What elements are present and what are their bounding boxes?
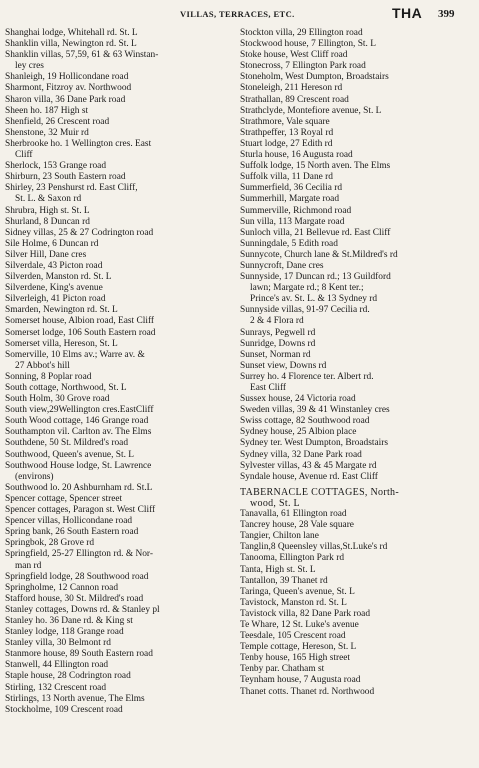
- directory-entry: [5, 627, 233, 638]
- entry-line: Spencer cottage, Spencer street: [5, 493, 123, 504]
- entry-line: Stanley villa, 30 Belmont rd: [5, 638, 111, 649]
- directory-entry: [240, 553, 474, 564]
- entry-line: Tavistock, Manston rd. St. L: [240, 597, 347, 608]
- directory-entry: [5, 50, 233, 72]
- entry-line: Shanghai lodge, Whitehall rd. St. L: [5, 28, 138, 38]
- entry-line: Teynham house, 7 Augusta road: [240, 675, 361, 686]
- entry-line: Tanta, High st. St. L: [240, 564, 316, 575]
- directory-entry: [5, 339, 233, 350]
- entry-line: Shanklin villas, 57,59, 61 & 63 Winstan-: [5, 50, 159, 61]
- directory-entry: [240, 609, 474, 620]
- directory-entry: [5, 316, 233, 327]
- directory-entry: [240, 520, 474, 531]
- entry-line: Tenby par. Chatham st: [240, 664, 325, 675]
- entry-line: Silverden, Manston rd. St. L: [5, 272, 112, 283]
- entry-continuation: ley cres: [15, 61, 44, 72]
- entry-line: Sherlock, 153 Grange road: [5, 161, 107, 172]
- entry-line: Tancrey house, 28 Vale square: [240, 520, 354, 531]
- entry-line: Shrubra, High st. St. L: [5, 205, 90, 216]
- entry-line: Springbok, 28 Grove rd: [5, 538, 95, 549]
- directory-entry: [5, 128, 233, 139]
- directory-entry: [240, 117, 474, 128]
- directory-entry: [5, 516, 233, 527]
- entry-line: Te Whare, 12 St. Luke's avenue: [240, 619, 359, 630]
- entry-line: Strathclyde, Montefiore avenue, St. L: [240, 105, 382, 116]
- entry-line: Teesdale, 105 Crescent road: [240, 631, 346, 642]
- entry-line: Tantallon, 39 Thanet rd: [240, 575, 328, 586]
- left-column: [5, 28, 233, 764]
- entry-line: Stockwood house, 7 Ellington, St. L: [240, 39, 376, 50]
- entry-line: Summerfield, 36 Cecilia rd: [240, 183, 343, 194]
- directory-entry: [240, 250, 474, 261]
- entry-line: Sharon villa, 36 Dane Park road: [5, 94, 126, 105]
- entry-line: Sunningdale, 5 Edith road: [240, 238, 338, 249]
- entry-line: Shurland, 8 Duncan rd: [5, 216, 90, 227]
- directory-entry: [240, 272, 474, 305]
- entry-line: Stanwell, 44 Ellington road: [5, 660, 109, 671]
- directory-entry: [240, 620, 474, 631]
- directory-entry: [5, 228, 233, 239]
- directory-entry: [5, 616, 233, 627]
- directory-entry: [240, 83, 474, 94]
- page-number: 399: [438, 8, 455, 20]
- entry-line: South cottage, Northwood, St. L: [5, 383, 127, 393]
- entry-continuation: Cliff: [15, 150, 33, 161]
- directory-entry: [5, 549, 233, 571]
- directory-entry: [5, 294, 233, 305]
- directory-entry: [240, 206, 474, 217]
- directory-entry: [5, 538, 233, 549]
- directory-entry: [5, 594, 233, 605]
- entry-line: Springfield, 25-27 Ellington rd. & Nor-: [5, 549, 153, 560]
- directory-entry: [5, 450, 233, 461]
- directory-entry: [5, 239, 233, 250]
- entry-line: Somerville, 10 Elms av.; Warre av. &: [5, 349, 145, 360]
- entry-line: Sharmont, Fitzroy av. Northwood: [5, 83, 132, 94]
- directory-entry: [5, 172, 233, 183]
- entry-line: Tavistock villa, 82 Dane Park road: [240, 608, 371, 619]
- entry-line: Spencer villas, Hollicondane road: [5, 516, 133, 527]
- directory-entry: [5, 261, 233, 272]
- directory-entry: [240, 228, 474, 239]
- index-letters: THA: [392, 5, 423, 21]
- directory-entry: [240, 183, 474, 194]
- directory-entry: [240, 372, 474, 394]
- directory-entry: [240, 576, 474, 587]
- directory-entry: [240, 631, 474, 642]
- directory-entry: [240, 61, 474, 72]
- directory-entry: [240, 150, 474, 161]
- entry-line: Stockton villa, 29 Ellington road: [240, 28, 363, 38]
- entry-line: Sidney villas, 25 & 27 Codrington road: [5, 227, 154, 238]
- directory-entry: [5, 483, 233, 494]
- entry-line: Silverdale, 43 Picton road: [5, 260, 103, 271]
- directory-entry: [240, 405, 474, 416]
- directory-entry: [5, 372, 233, 383]
- entry-line: Sussex house, 24 Victoria road: [240, 394, 356, 405]
- directory-entry: [5, 250, 233, 261]
- entry-line: Southwood House lodge, St. Lawrence: [5, 460, 152, 471]
- directory-entry: [240, 217, 474, 228]
- entry-continuation: (environs): [15, 471, 54, 482]
- entry-line: Thanet cotts. Thanet rd. Northwood: [240, 686, 375, 697]
- directory-entry: [5, 161, 233, 172]
- right-column: [240, 28, 474, 764]
- directory-entry: [240, 587, 474, 598]
- directory-entry: [240, 50, 474, 61]
- entry-line: Stanmore house, 89 South Eastern road: [5, 649, 153, 660]
- directory-entry: [5, 638, 233, 649]
- entry-line: Springholme, 12 Cannon road: [5, 582, 119, 593]
- entry-line: Summerville, Richmond road: [240, 205, 352, 216]
- directory-entry: [5, 206, 233, 217]
- directory-entry: [5, 649, 233, 660]
- directory-entry: [240, 687, 474, 698]
- directory-entry: [240, 161, 474, 172]
- directory-entry: [240, 565, 474, 576]
- entry-line: Shirburn, 23 South Eastern road: [5, 172, 126, 183]
- entry-line: Staple house, 28 Codrington road: [5, 671, 131, 682]
- directory-entry: [5, 505, 233, 516]
- entry-continuation: 27 Abbot's hill: [15, 360, 70, 371]
- directory-entry: [5, 95, 233, 106]
- entry-line: Stockholme, 109 Crescent road: [5, 704, 123, 715]
- entry-line: South Holm, 30 Grove road: [5, 394, 110, 405]
- directory-entry: [240, 361, 474, 372]
- entry-line: South view,29Wellington cres.EastCliff: [5, 405, 154, 416]
- entry-line: Stonecross, 7 Ellington Park road: [240, 61, 366, 72]
- entry-line: Sunset view, Downs rd: [240, 360, 327, 371]
- directory-entry: [240, 194, 474, 205]
- entry-line: Somerset lodge, 106 South Eastern road: [5, 327, 156, 338]
- entry-line: Tenby house, 165 High street: [240, 653, 350, 664]
- directory-entry: [5, 527, 233, 538]
- entry-line: Sydney ter. West Dumpton, Broadstairs: [240, 438, 389, 449]
- directory-entry: [5, 272, 233, 283]
- entry-line: South Wood cottage, 146 Grange road: [5, 416, 149, 427]
- directory-entry: [240, 416, 474, 427]
- entry-line: Sydney house, 25 Albion place: [240, 427, 357, 438]
- entry-line: Sunnycroft, Dane cres: [240, 260, 324, 271]
- directory-entry: [240, 664, 474, 675]
- entry-line: Stuart lodge, 27 Edith rd: [240, 138, 333, 149]
- entry-line: Tangier, Chilton lane: [240, 531, 319, 542]
- directory-entry: [5, 583, 233, 594]
- entry-continuation: lawn; Margate rd.; 8 Kent ter.;: [250, 283, 364, 294]
- directory-entry: [5, 305, 233, 316]
- entry-line: Strathpeffer, 13 Royal rd: [240, 127, 334, 138]
- directory-entry: [5, 39, 233, 50]
- directory-entry: [5, 217, 233, 228]
- directory-entry: [240, 653, 474, 664]
- entry-line: Stanley cottages, Downs rd. & Stanley pl: [5, 604, 160, 615]
- entry-line: Tanavalla, 61 Ellington road: [240, 509, 347, 520]
- directory-entry: [240, 598, 474, 609]
- entry-continuation: 2 & 4 Flora rd: [250, 316, 304, 327]
- directory-entry: [240, 472, 474, 483]
- directory-entry: [5, 427, 233, 438]
- entry-line: Stoke house, West Cliff road: [240, 50, 348, 61]
- entry-line: Somerset house, Albion road, East Cliff: [5, 316, 155, 327]
- entry-line: Stoneleigh, 211 Hereson rd: [240, 83, 343, 94]
- entry-line: Summerhill, Margate road: [240, 194, 340, 205]
- entry-continuation: Prince's av. St. L. & 13 Sydney rd: [250, 294, 378, 305]
- directory-entry: [240, 106, 474, 117]
- directory-entry: [240, 339, 474, 350]
- entry-line: Stanley ho. 36 Dane rd. & King st: [5, 615, 133, 626]
- entry-line: Shirley, 23 Penshurst rd. East Cliff,: [5, 183, 138, 194]
- directory-entry: [240, 438, 474, 449]
- directory-entry: [5, 572, 233, 583]
- entry-line: Sun villa, 113 Margate road: [240, 216, 345, 227]
- directory-entry: [240, 509, 474, 520]
- directory-entry: [240, 128, 474, 139]
- directory-entry: [5, 494, 233, 505]
- entry-line: Sturla house, 16 Augusta road: [240, 150, 353, 161]
- entry-line: Swiss cottage, 82 Southwood road: [240, 416, 370, 427]
- directory-entry: [240, 642, 474, 653]
- directory-entry: [5, 117, 233, 128]
- directory-entry: [5, 283, 233, 294]
- entry-line: Syndale house, Avenue rd. East Cliff: [240, 471, 378, 482]
- directory-entry: [240, 450, 474, 461]
- directory-entry: [5, 83, 233, 94]
- heading-line: TABERNACLE COTTAGES, North-: [240, 486, 399, 498]
- entry-line: Southdene, 50 St. Mildred's road: [5, 438, 129, 449]
- section-heading: [240, 487, 474, 509]
- directory-entry: [5, 683, 233, 694]
- entry-line: Sunridge, Downs rd: [240, 338, 316, 349]
- directory-entry: [5, 328, 233, 339]
- entry-line: Spencer cottages, Paragon st. West Cliff: [5, 505, 156, 516]
- directory-entry: [240, 172, 474, 183]
- entry-line: Surrey ho. 4 Florence ter. Albert rd.: [240, 371, 374, 382]
- directory-entry: [5, 671, 233, 682]
- directory-entry: [5, 461, 233, 483]
- entry-line: Silverleigh, 41 Picton road: [5, 294, 106, 305]
- directory-entry: [5, 605, 233, 616]
- entry-line: Sherbrooke ho. 1 Wellington cres. East: [5, 138, 152, 149]
- entry-line: Sunnyside villas, 91-97 Cecilia rd.: [240, 305, 370, 316]
- directory-entry: [240, 28, 474, 39]
- entry-line: Southampton vil. Carlton av. The Elms: [5, 427, 152, 438]
- entry-line: Shenstone, 32 Muir rd: [5, 127, 89, 138]
- entry-line: Smarden, Newington rd. St. L: [5, 305, 118, 316]
- entry-line: Sheen ho. 187 High st: [5, 105, 89, 116]
- entry-line: Sunnyside, 17 Duncan rd.; 13 Guildford: [240, 272, 391, 283]
- entry-continuation: man rd: [15, 560, 42, 571]
- entry-line: Springfield lodge, 28 Southwood road: [5, 571, 149, 582]
- directory-entry: [5, 139, 233, 161]
- directory-entry: [5, 72, 233, 83]
- entry-line: Taringa, Queen's avenue, St. L: [240, 586, 355, 597]
- directory-entry: [240, 675, 474, 686]
- directory-entry: [240, 95, 474, 106]
- entry-line: Stirlings, 13 North avenue, The Elms: [5, 693, 145, 704]
- directory-entry: [5, 394, 233, 405]
- running-title: VILLAS, TERRACES, ETC.: [180, 9, 295, 19]
- directory-entry: [5, 694, 233, 705]
- entry-line: Sunset, Norman rd: [240, 349, 311, 360]
- entry-line: Strathallan, 89 Crescent road: [240, 94, 349, 105]
- directory-entry: [240, 350, 474, 361]
- entry-continuation: East Cliff: [250, 383, 287, 393]
- entry-line: Sunnycote, Church lane & St.Mildred's rd: [240, 249, 398, 260]
- directory-entry: [240, 139, 474, 150]
- entry-line: Suffolk lodge, 15 North aven. The Elms: [240, 161, 391, 172]
- directory-entry: [5, 438, 233, 449]
- directory-entry: [5, 383, 233, 394]
- directory-entry: [240, 261, 474, 272]
- directory-entry: [5, 705, 233, 716]
- entry-line: Shenfield, 26 Crescent road: [5, 116, 110, 127]
- page-header: [0, 5, 479, 23]
- directory-entry: [5, 405, 233, 416]
- directory-entry: [240, 39, 474, 50]
- directory-entry: [5, 660, 233, 671]
- directory-entry: [5, 416, 233, 427]
- directory-entry: [240, 72, 474, 83]
- directory-entry: [240, 427, 474, 438]
- entry-line: Southwood, Queen's avenue, St. L: [5, 449, 135, 460]
- entry-line: Tanglin,8 Queensley villas,St.Luke's rd: [240, 542, 388, 553]
- entry-line: Shanklin villa, Newington rd. St. L: [5, 39, 137, 50]
- directory-entry: [5, 106, 233, 117]
- entry-line: Stafford house, 30 St. Mildred's road: [5, 593, 144, 604]
- entry-continuation: St. L. & Saxon rd: [15, 194, 82, 205]
- entry-line: Tanooma, Ellington Park rd: [240, 553, 345, 564]
- entry-line: Stoneholm, West Dumpton, Broadstairs: [240, 72, 389, 83]
- entry-line: Strathmore, Vale square: [240, 116, 330, 127]
- directory-entry: [240, 394, 474, 405]
- directory-entry: [240, 305, 474, 327]
- entry-line: Sonning, 8 Poplar road: [5, 371, 92, 382]
- entry-line: Temple cottage, Hereson, St. L: [240, 642, 357, 653]
- entry-line: Sylvester villas, 43 & 45 Margate rd: [240, 460, 377, 471]
- heading-continuation: wood, St. L: [250, 497, 300, 509]
- entry-line: Spring bank, 26 South Eastern road: [5, 527, 139, 538]
- entry-line: Somerset villa, Hereson, St. L: [5, 338, 118, 349]
- entry-line: Shanleigh, 19 Hollicondane road: [5, 72, 129, 83]
- directory-entry: [5, 28, 233, 39]
- entry-line: Sile Holme, 6 Duncan rd: [5, 238, 99, 249]
- entry-line: Sunloch villa, 21 Bellevue rd. East Cliff: [240, 227, 391, 238]
- directory-entry: [240, 328, 474, 339]
- entry-line: Silver Hill, Dane cres: [5, 249, 87, 260]
- directory-entry: [240, 542, 474, 553]
- directory-entry: [240, 461, 474, 472]
- entry-line: Southwood lo. 20 Ashburnham rd. St.L: [5, 482, 153, 493]
- entry-line: Sweden villas, 39 & 41 Winstanley cres: [240, 405, 390, 416]
- entry-line: Stanley lodge, 118 Grange road: [5, 627, 124, 638]
- entry-line: Suffolk villa, 11 Dane rd: [240, 172, 333, 183]
- directory-entry: [240, 239, 474, 250]
- directory-entry: [5, 350, 233, 372]
- entry-line: Sydney villa, 32 Dane Park road: [240, 449, 362, 460]
- entry-line: Stirling, 132 Crescent road: [5, 682, 107, 693]
- directory-entry: [240, 531, 474, 542]
- directory-entry: [5, 183, 233, 205]
- entry-line: Silverdene, King's avenue: [5, 283, 103, 294]
- entry-line: Sunrays, Pegwell rd: [240, 327, 316, 338]
